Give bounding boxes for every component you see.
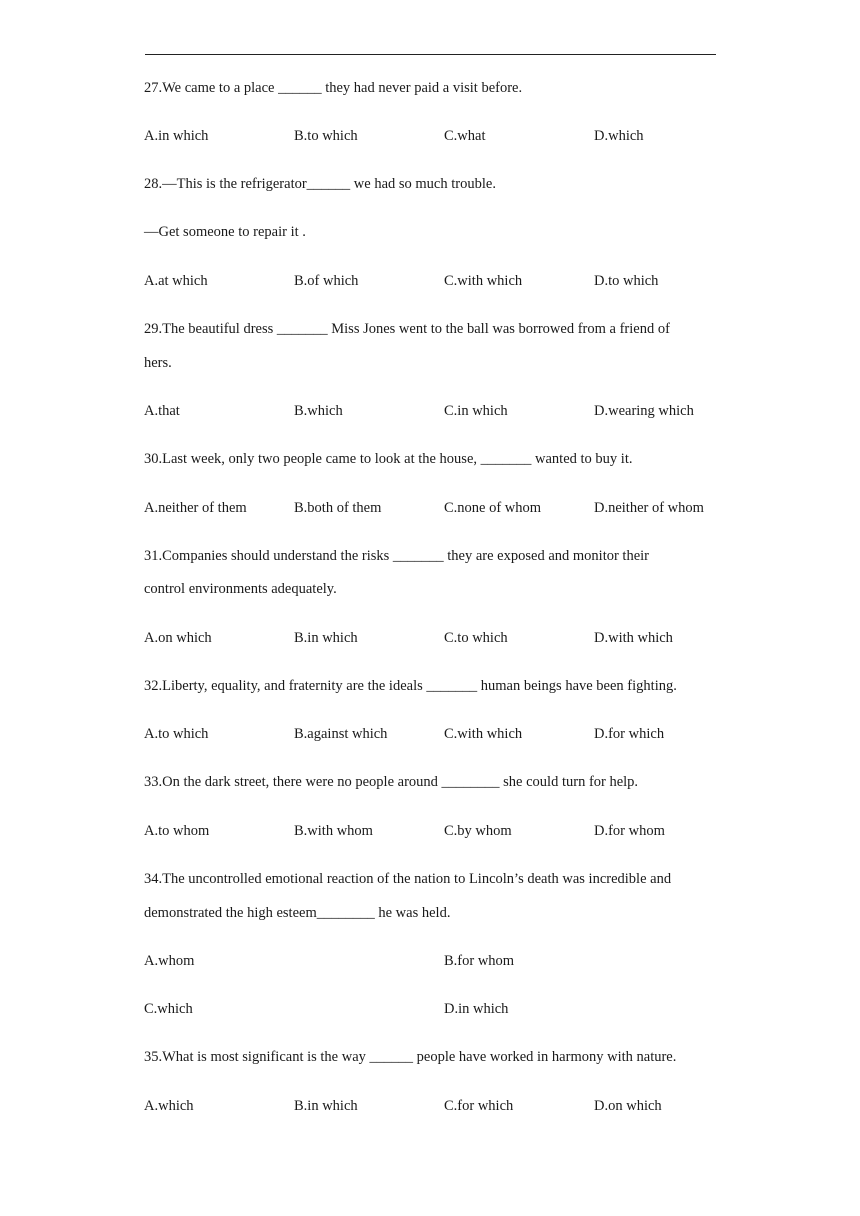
- header-rule: [145, 54, 716, 55]
- q34-option-c[interactable]: C.which: [144, 1001, 193, 1017]
- q31-option-d[interactable]: D.with which: [594, 630, 673, 646]
- q32-option-c[interactable]: C.with which: [444, 726, 523, 742]
- q33-option-d[interactable]: D.for whom: [594, 823, 665, 839]
- q28-option-c[interactable]: C.with which: [444, 273, 523, 289]
- question-29-stem: 29.The beautiful dress _______ Miss Jones went to the ball was borrowed from a friend of: [144, 321, 670, 337]
- q30-option-b[interactable]: B.both of them: [294, 500, 382, 516]
- q30-option-a[interactable]: A.neither of them: [144, 500, 247, 516]
- q34-option-d[interactable]: D.in which: [444, 1001, 509, 1017]
- q35-option-b[interactable]: B.in which: [294, 1098, 358, 1114]
- question-35-stem: 35.What is most significant is the way ______ people have worked in harmony with nature.: [144, 1049, 677, 1065]
- q33-option-a[interactable]: A.to whom: [144, 823, 210, 839]
- question-33-stem: 33.On the dark street, there were no people around ________ she could turn for help.: [144, 774, 639, 790]
- q27-option-b[interactable]: B.to which: [294, 128, 358, 144]
- q29-option-d[interactable]: D.wearing which: [594, 403, 694, 419]
- q35-option-a[interactable]: A.which: [144, 1098, 194, 1114]
- q30-option-d[interactable]: D.neither of whom: [594, 500, 704, 516]
- q27-option-a[interactable]: A.in which: [144, 128, 209, 144]
- q32-option-b[interactable]: B.against which: [294, 726, 388, 742]
- q27-option-d[interactable]: D.which: [594, 128, 644, 144]
- q32-option-a[interactable]: A.to which: [144, 726, 209, 742]
- question-28-stem: 28.—This is the refrigerator______ we had so much trouble.: [144, 176, 496, 192]
- q31-option-a[interactable]: A.on which: [144, 630, 212, 646]
- question-28-reply: —Get someone to repair it .: [144, 224, 306, 240]
- q31-option-b[interactable]: B.in which: [294, 630, 358, 646]
- question-32-stem: 32.Liberty, equality, and fraternity are the ideals _______ human beings have been fighting.: [144, 678, 677, 694]
- q29-option-c[interactable]: C.in which: [444, 403, 508, 419]
- q35-option-d[interactable]: D.on which: [594, 1098, 662, 1114]
- question-34-stem-cont: demonstrated the high esteem________ he was held.: [144, 905, 451, 921]
- question-34-stem: 34.The uncontrolled emotional reaction of the nation to Lincoln’s death was incredible and: [144, 871, 672, 887]
- question-27-stem: 27.We came to a place ______ they had never paid a visit before.: [144, 80, 523, 96]
- q28-option-d[interactable]: D.to which: [594, 273, 659, 289]
- q34-option-b[interactable]: B.for whom: [444, 953, 515, 969]
- question-29-stem-cont: hers.: [144, 355, 172, 371]
- q28-option-b[interactable]: B.of which: [294, 273, 359, 289]
- q29-option-a[interactable]: A.that: [144, 403, 180, 419]
- question-31-stem-cont: control environments adequately.: [144, 581, 337, 597]
- q33-option-c[interactable]: C.by whom: [444, 823, 512, 839]
- q34-option-a[interactable]: A.whom: [144, 953, 195, 969]
- q29-option-b[interactable]: B.which: [294, 403, 343, 419]
- q33-option-b[interactable]: B.with whom: [294, 823, 373, 839]
- q27-option-c[interactable]: C.what: [444, 128, 486, 144]
- question-31-stem: 31.Companies should understand the risks _______ they are exposed and monitor their: [144, 548, 649, 564]
- q35-option-c[interactable]: C.for which: [444, 1098, 514, 1114]
- q28-option-a[interactable]: A.at which: [144, 273, 208, 289]
- q31-option-c[interactable]: C.to which: [444, 630, 508, 646]
- q32-option-d[interactable]: D.for which: [594, 726, 665, 742]
- question-30-stem: 30.Last week, only two people came to look at the house, _______ wanted to buy it.: [144, 451, 633, 467]
- q30-option-c[interactable]: C.none of whom: [444, 500, 542, 516]
